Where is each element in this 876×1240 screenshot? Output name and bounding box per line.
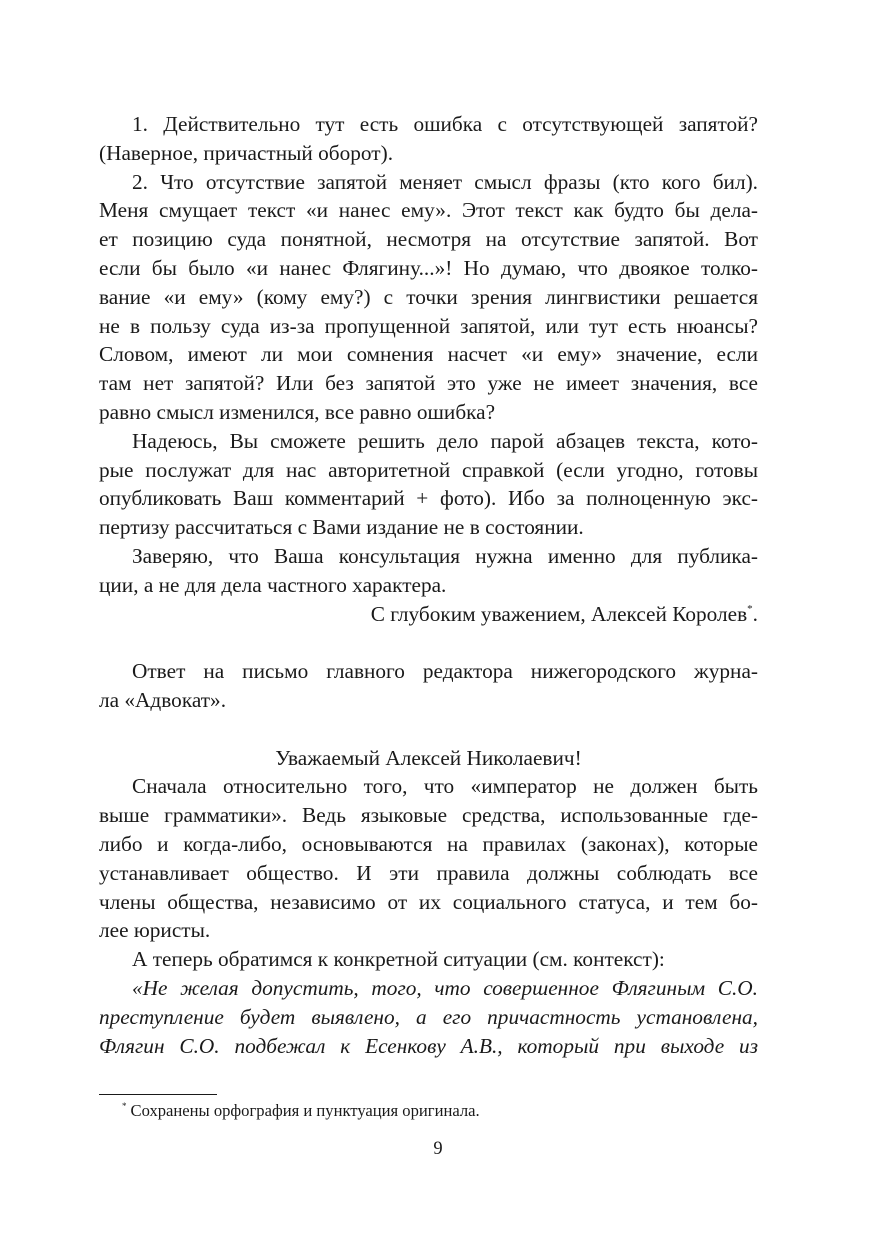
- footnote-mark: *: [122, 1101, 127, 1111]
- hope-paragraph: [99, 427, 758, 542]
- signature-text: С глубоким уважением, Алексей Королев: [370, 601, 748, 626]
- footnote-text: Сохранены орфография и пунктуация оригинала.: [130, 1101, 480, 1120]
- context-line: А теперь обратимся к конкретной ситуации (см. контекст):: [132, 947, 665, 972]
- text-line: выше грамматики». Ведь языковые средства, использованные где-: [99, 803, 758, 828]
- text-line: Меня смущает текст «и нанес ему». Этот текст как будто бы дела-: [99, 198, 758, 223]
- section-gap: [99, 628, 758, 657]
- text-line: члены общества, независимо от их социального статуса, и тем бо-: [99, 889, 758, 914]
- text-line: если бы было «и нанес Флягину...»! Но думаю, что двоякое толко-: [99, 255, 758, 280]
- text-line: там нет запятой? Или без запятой это уже не имеет значения, все: [99, 371, 758, 396]
- reply-heading: [99, 657, 758, 715]
- text-line: (Наверное, причастный оборот).: [99, 140, 394, 165]
- signature-line: [99, 600, 758, 629]
- intro-paragraph: [99, 772, 758, 945]
- main-text: [99, 110, 758, 1060]
- text-line: лее юристы.: [99, 918, 211, 943]
- question-2-paragraph: [99, 168, 758, 427]
- text-line: пертизу рассчитаться с Вами издание не в состоянии.: [99, 515, 584, 540]
- section-gap: [99, 715, 758, 744]
- text-line: либо и когда-либо, основываются на правилах (законах), которые: [99, 831, 758, 856]
- text-line: преступление будет выявлено, а его причастность установлена,: [99, 1004, 758, 1029]
- footnote-reference: *: [747, 602, 753, 615]
- text-line: ет позицию суда понятной, несмотря на отсутствие запятой. Вот: [99, 227, 758, 252]
- text-line: Заверяю, что Ваша консультация нужна именно для публика-: [132, 543, 758, 568]
- signature-period: .: [752, 601, 758, 626]
- footnote: [122, 1100, 480, 1122]
- text-line: ции, а не для дела частного характера.: [99, 572, 447, 597]
- case-quote: [99, 974, 758, 1060]
- text-line: 2. Что отсутствие запятой меняет смысл фразы (кто кого бил).: [132, 169, 758, 194]
- text-line: не в пользу суда из-за пропущенной запятой, или тут есть нюансы?: [99, 313, 758, 338]
- question-1-paragraph: [99, 110, 758, 168]
- salutation: Уважаемый Алексей Николаевич!: [275, 745, 582, 770]
- text-line: 1. Действительно тут есть ошибка с отсутствующей запятой?: [132, 112, 758, 136]
- text-line: опубликовать Ваш комментарий + фото). Ибо за полноценную экс-: [99, 486, 758, 511]
- text-line: Сначала относительно того, что «император не должен быть: [132, 774, 758, 799]
- text-line: Ответ на письмо главного редактора нижегородского журна-: [132, 659, 758, 684]
- footnote-rule: [99, 1094, 217, 1095]
- assurance-paragraph: [99, 542, 758, 600]
- page-number: 9: [433, 1139, 443, 1159]
- text-line: «Не желая допустить, того, что совершенное Флягиным С.О.: [132, 975, 758, 1000]
- text-line: Словом, имеют ли мои сомнения насчет «и ему» значение, если: [99, 342, 758, 367]
- text-line: Надеюсь, Вы сможете решить дело парой абзацев текста, кото-: [132, 428, 758, 453]
- text-line: ла «Адвокат».: [99, 687, 227, 712]
- text-line: вание «и ему» (кому ему?) с точки зрения лингвистики решается: [99, 284, 758, 309]
- text-line: устанавливает общество. И эти правила должны соблюдать все: [99, 860, 758, 885]
- text-line: Флягин С.О. подбежал к Есенкову А.В., который при выходе из: [99, 1033, 758, 1058]
- text-line: равно смысл изменился, все равно ошибка?: [99, 399, 496, 424]
- text-line: рые послужат для нас авторитетной справкой (если угодно, готовы: [99, 457, 758, 482]
